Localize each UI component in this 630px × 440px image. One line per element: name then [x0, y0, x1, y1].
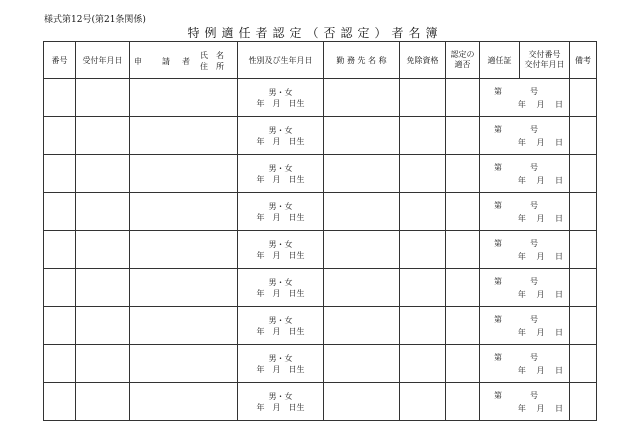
header-applicant: [130, 42, 238, 79]
cell-applicant[interactable]: [130, 155, 238, 193]
header-number: 番号: [44, 42, 76, 79]
header-issue-line1: 交付番号: [528, 50, 561, 59]
cell-received-date[interactable]: [76, 231, 130, 269]
cert-number-line: [480, 351, 569, 364]
cert-number-line: [480, 161, 569, 174]
sex-choice: 男・女: [268, 201, 293, 211]
cert-go: 号: [530, 314, 538, 324]
sex-choice: 男・女: [268, 353, 293, 363]
header-approval-line1: 認定の: [450, 50, 475, 59]
cert-dai: 第: [494, 162, 502, 172]
cert-dai: 第: [494, 390, 502, 400]
table-row: [44, 193, 597, 231]
cell-license[interactable]: [400, 193, 446, 231]
cell-remarks[interactable]: [570, 193, 597, 231]
header-approval-line2: 適否: [454, 60, 471, 69]
cell-approval[interactable]: [446, 383, 480, 421]
cell-certificate[interactable]: [480, 307, 570, 345]
cert-go: 号: [530, 162, 538, 172]
cell-applicant[interactable]: [130, 193, 238, 231]
cell-approval[interactable]: [446, 79, 480, 117]
cell-number[interactable]: [44, 193, 76, 231]
cell-number[interactable]: [44, 307, 76, 345]
cert-date: 年 月 日: [517, 213, 563, 223]
cell-number[interactable]: [44, 345, 76, 383]
birth-date: 年 月 日生: [256, 250, 305, 260]
cell-license[interactable]: [400, 155, 446, 193]
cert-number-line: [480, 275, 569, 288]
cell-received-date[interactable]: [76, 345, 130, 383]
cert-number-line: [480, 313, 569, 326]
table-row: [44, 345, 597, 383]
cell-license[interactable]: [400, 269, 446, 307]
cert-date: 年 月 日: [517, 289, 563, 299]
cell-sex-birth[interactable]: [238, 117, 324, 155]
cell-number[interactable]: [44, 269, 76, 307]
sex-choice: 男・女: [268, 163, 293, 173]
header-applicant-name: 氏 名: [200, 51, 224, 60]
cell-applicant[interactable]: [130, 345, 238, 383]
cert-date: 年 月 日: [517, 251, 563, 261]
cert-date: 年 月 日: [517, 403, 563, 413]
cert-date: 年 月 日: [517, 175, 563, 185]
cert-date: 年 月 日: [517, 99, 563, 109]
cell-sex-birth[interactable]: [238, 155, 324, 193]
cell-approval[interactable]: [446, 117, 480, 155]
cell-sex-birth[interactable]: [238, 383, 324, 421]
cell-applicant[interactable]: [130, 383, 238, 421]
cert-go: 号: [530, 276, 538, 286]
cell-approval[interactable]: [446, 269, 480, 307]
page-title: 特例適任者認定（否認定）者名簿: [187, 26, 443, 40]
cell-sex-birth[interactable]: [238, 193, 324, 231]
birth-date: 年 月 日生: [256, 136, 305, 146]
cell-certificate[interactable]: [480, 345, 570, 383]
sex-choice: 男・女: [268, 87, 293, 97]
form-label: 様式第12号(第21条関係): [44, 15, 146, 25]
cert-date: 年 月 日: [517, 327, 563, 337]
cell-remarks[interactable]: [570, 307, 597, 345]
header-applicant-sha: 者: [182, 57, 190, 66]
cell-certificate[interactable]: [480, 79, 570, 117]
cell-number[interactable]: [44, 117, 76, 155]
cell-approval[interactable]: [446, 307, 480, 345]
header-issue: [520, 42, 570, 79]
cell-received-date[interactable]: [76, 117, 130, 155]
header-workplace: 勤 務 先 名 称: [324, 42, 400, 79]
header-row: [44, 42, 597, 79]
header-received-date: 受付年月日: [76, 42, 130, 79]
cell-workplace[interactable]: [324, 155, 400, 193]
sex-choice: 男・女: [268, 391, 293, 401]
header-applicant-sei: 請: [162, 57, 170, 66]
cell-received-date[interactable]: [76, 383, 130, 421]
cell-received-date[interactable]: [76, 307, 130, 345]
header-approval: [446, 42, 480, 79]
cert-number-line: [480, 199, 569, 212]
header-remarks: 備考: [570, 42, 597, 79]
table-row: [44, 79, 597, 117]
cert-go: 号: [530, 390, 538, 400]
cell-workplace[interactable]: [324, 383, 400, 421]
birth-date: 年 月 日生: [256, 364, 305, 374]
register-table: [43, 41, 597, 421]
cell-certificate[interactable]: [480, 269, 570, 307]
cell-sex-birth[interactable]: [238, 345, 324, 383]
cell-workplace[interactable]: [324, 345, 400, 383]
birth-date: 年 月 日生: [256, 212, 305, 222]
cell-sex-birth[interactable]: [238, 307, 324, 345]
cell-workplace[interactable]: [324, 231, 400, 269]
cert-date: 年 月 日: [517, 137, 563, 147]
cert-dai: 第: [494, 238, 502, 248]
table-row: [44, 155, 597, 193]
cert-dai: 第: [494, 86, 502, 96]
cell-license[interactable]: [400, 117, 446, 155]
header-license: 免除資格: [400, 42, 446, 79]
table-row: [44, 269, 597, 307]
birth-date: 年 月 日生: [256, 174, 305, 184]
cert-dai: 第: [494, 314, 502, 324]
cell-number[interactable]: [44, 231, 76, 269]
birth-date: 年 月 日生: [256, 288, 305, 298]
birth-date: 年 月 日生: [256, 402, 305, 412]
cert-number-line: [480, 123, 569, 136]
header-applicant-address: 住 所: [200, 62, 224, 71]
cell-remarks[interactable]: [570, 231, 597, 269]
cell-received-date[interactable]: [76, 79, 130, 117]
cert-number-line: [480, 389, 569, 402]
cert-dai: 第: [494, 200, 502, 210]
cert-dai: 第: [494, 124, 502, 134]
cert-go: 号: [530, 238, 538, 248]
table-row: [44, 307, 597, 345]
sex-choice: 男・女: [268, 239, 293, 249]
cell-remarks[interactable]: [570, 345, 597, 383]
cell-number[interactable]: [44, 155, 76, 193]
cell-number[interactable]: [44, 383, 76, 421]
cell-remarks[interactable]: [570, 383, 597, 421]
cell-workplace[interactable]: [324, 117, 400, 155]
cell-workplace[interactable]: [324, 79, 400, 117]
cell-remarks[interactable]: [570, 117, 597, 155]
table-row: [44, 231, 597, 269]
cell-received-date[interactable]: [76, 155, 130, 193]
table-row: [44, 117, 597, 155]
table-row: [44, 383, 597, 421]
cell-number[interactable]: [44, 79, 76, 117]
header-certificate: 適任証: [480, 42, 520, 79]
cell-license[interactable]: [400, 383, 446, 421]
cell-certificate[interactable]: [480, 193, 570, 231]
cell-license[interactable]: [400, 345, 446, 383]
cell-applicant[interactable]: [130, 307, 238, 345]
cell-license[interactable]: [400, 79, 446, 117]
cell-sex-birth[interactable]: [238, 231, 324, 269]
cell-received-date[interactable]: [76, 269, 130, 307]
cert-number-line: [480, 85, 569, 98]
cell-certificate[interactable]: [480, 155, 570, 193]
cell-sex-birth[interactable]: [238, 79, 324, 117]
birth-date: 年 月 日生: [256, 98, 305, 108]
cell-applicant[interactable]: [130, 231, 238, 269]
cert-go: 号: [530, 200, 538, 210]
cell-certificate[interactable]: [480, 383, 570, 421]
cert-go: 号: [530, 124, 538, 134]
cell-workplace[interactable]: [324, 193, 400, 231]
cell-received-date[interactable]: [76, 193, 130, 231]
sex-choice: 男・女: [268, 125, 293, 135]
cell-approval[interactable]: [446, 193, 480, 231]
cell-certificate[interactable]: [480, 231, 570, 269]
cert-number-line: [480, 237, 569, 250]
cert-date: 年 月 日: [517, 365, 563, 375]
cell-sex-birth[interactable]: [238, 269, 324, 307]
cert-dai: 第: [494, 352, 502, 362]
cell-applicant[interactable]: [130, 117, 238, 155]
header-issue-line2: 交付年月日: [524, 60, 565, 69]
cell-remarks[interactable]: [570, 269, 597, 307]
cell-remarks[interactable]: [570, 155, 597, 193]
cell-workplace[interactable]: [324, 307, 400, 345]
cell-license[interactable]: [400, 307, 446, 345]
birth-date: 年 月 日生: [256, 326, 305, 336]
cell-license[interactable]: [400, 231, 446, 269]
cell-applicant[interactable]: [130, 79, 238, 117]
cell-approval[interactable]: [446, 231, 480, 269]
cert-go: 号: [530, 86, 538, 96]
cell-certificate[interactable]: [480, 117, 570, 155]
cell-approval[interactable]: [446, 155, 480, 193]
cell-remarks[interactable]: [570, 79, 597, 117]
cell-applicant[interactable]: [130, 269, 238, 307]
sex-choice: 男・女: [268, 277, 293, 287]
header-sex-birth: 性別及び生年月日: [238, 42, 324, 79]
cell-workplace[interactable]: [324, 269, 400, 307]
cert-dai: 第: [494, 276, 502, 286]
header-applicant-shin: 申: [134, 57, 142, 66]
sex-choice: 男・女: [268, 315, 293, 325]
cell-approval[interactable]: [446, 345, 480, 383]
cert-go: 号: [530, 352, 538, 362]
